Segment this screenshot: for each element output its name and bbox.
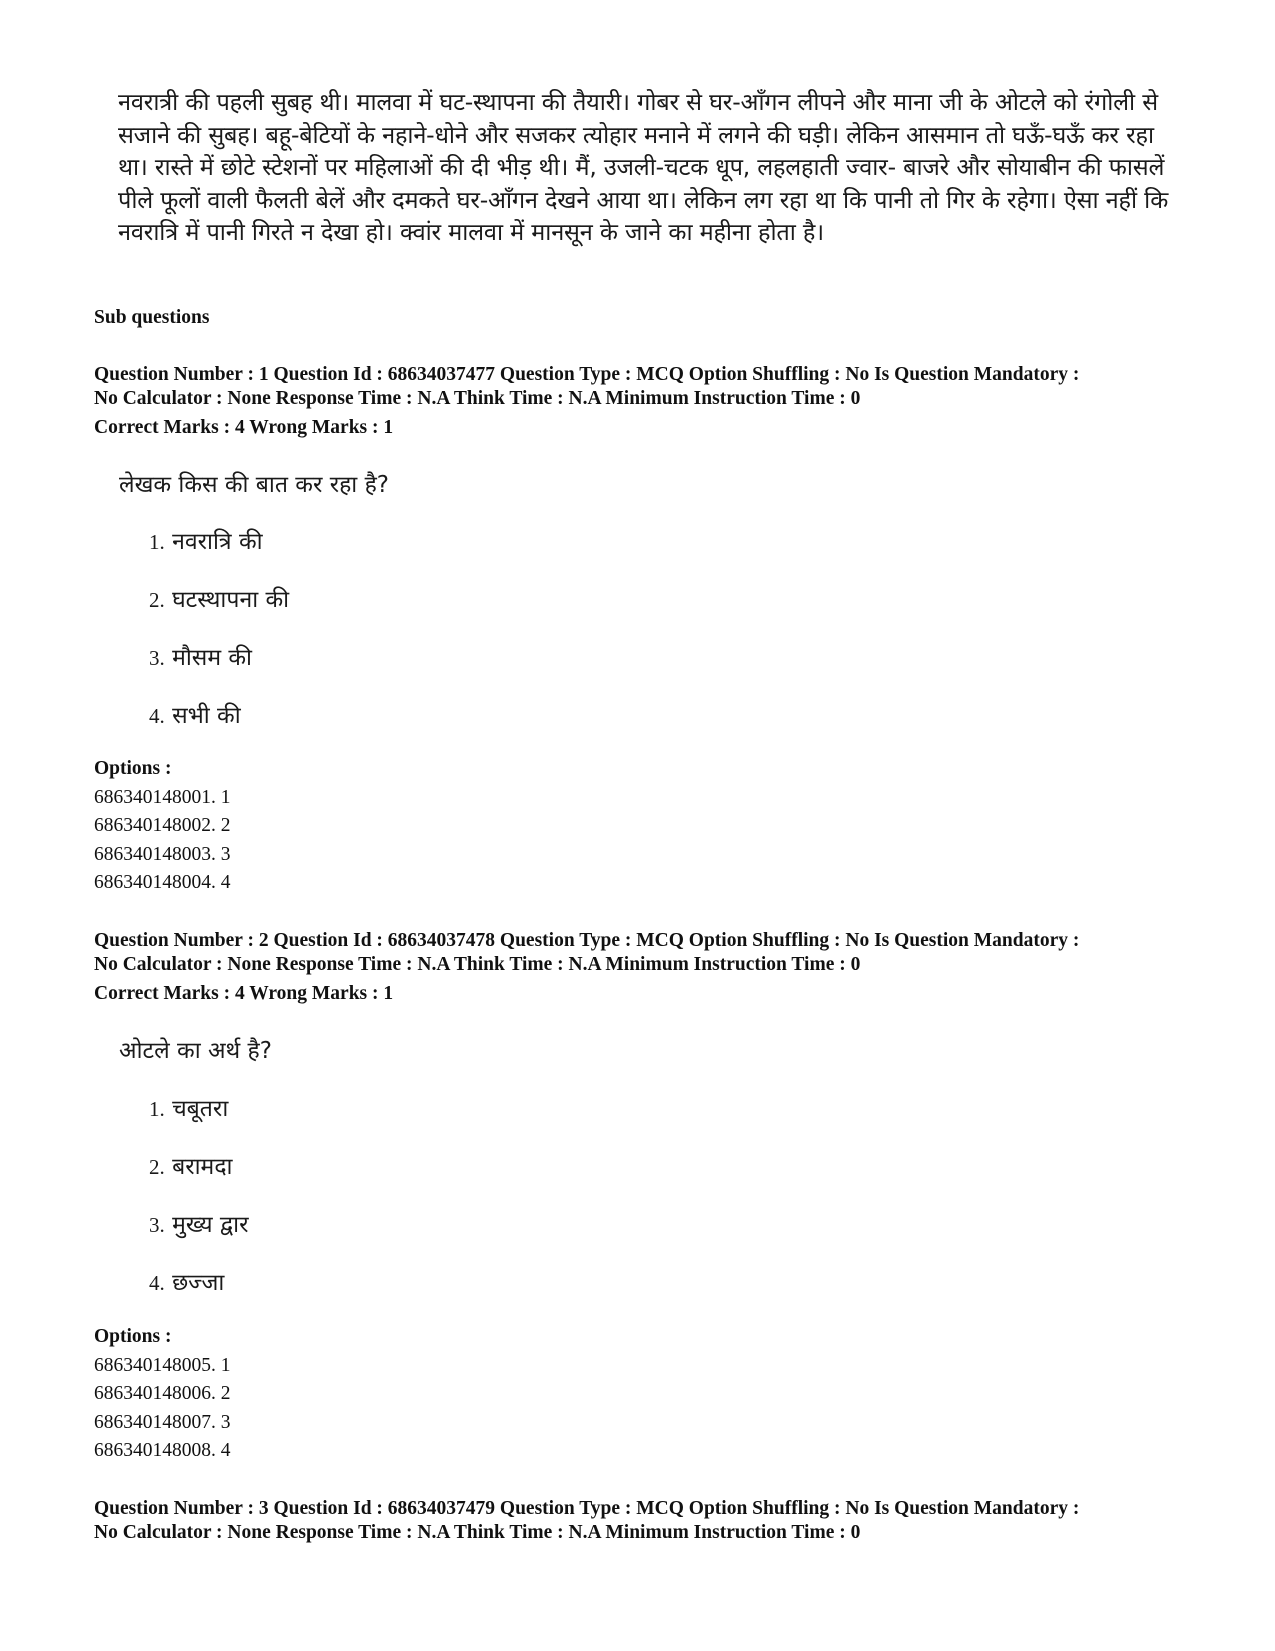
question-1-marks: Correct Marks : 4 Wrong Marks : 1 xyxy=(94,417,394,438)
question-3-meta-line-1: Question Number : 3 Question Id : 68634037479 Question Type : MCQ Option Shuffling : No Is Question Mandatory : xyxy=(94,1498,1080,1519)
choice-text: सभी की xyxy=(172,703,241,729)
question-1-choice-3 xyxy=(149,643,252,673)
choice-text: छज्जा xyxy=(172,1270,225,1296)
question-2-meta-line-1: Question Number : 2 Question Id : 68634037478 Question Type : MCQ Option Shuffling : No Is Question Mandatory : xyxy=(94,930,1080,951)
question-1-option-2: 686340148002. 2 xyxy=(94,815,231,836)
choice-number: 2. xyxy=(149,1155,165,1179)
question-1-text: लेखक किस की बात कर रहा है? xyxy=(119,472,389,498)
choice-number: 4. xyxy=(149,704,165,728)
question-2-marks: Correct Marks : 4 Wrong Marks : 1 xyxy=(94,983,394,1004)
question-1-option-4: 686340148004. 4 xyxy=(94,872,231,893)
choice-number: 3. xyxy=(149,1213,165,1237)
question-1-option-3: 686340148003. 3 xyxy=(94,844,231,865)
question-2-choice-4 xyxy=(149,1268,224,1298)
choice-text: चबूतरा xyxy=(172,1096,229,1122)
question-1-choice-1 xyxy=(149,527,263,557)
choice-number: 3. xyxy=(149,646,165,670)
question-1-options-label: Options : xyxy=(94,758,172,779)
question-1-meta-line-1: Question Number : 1 Question Id : 68634037477 Question Type : MCQ Option Shuffling : No Is Question Mandatory : xyxy=(94,364,1080,385)
question-1-choice-4 xyxy=(149,701,241,731)
passage-text: नवरात्री की पहली सुबह थी। मालवा में घट-स्थापना की तैयारी। गोबर से घर-आँगन लीपने और माना जी के ओटले को रंगोली से सजाने की सुबह। बहू-बेटियों के नहाने-धोने और सजकर त्योहार मनाने में लगने की घड़ी। लेकिन आसमान तो घऊँ-घऊँ कर रहा था। रास्ते में छोटे स्टेशनों पर महिलाओं की दी भीड़ थी। मैं, उजली-चटक धूप, लहलहाती ज्वार- बाजरे और सोयाबीन की फासलें पीले फूलों वाली फैलती बेलें और दमकते घर-आँगन देखने आया था। लेकिन लग रहा था कि पानी तो गिर के रहेगा। ऐसा नहीं कि नवरात्रि में पानी गिरते न देखा हो। क्वांर मालवा में मानसून के जाने का महीना होता है। xyxy=(118,88,1169,246)
question-2-option-4: 686340148008. 4 xyxy=(94,1440,231,1461)
question-2-choice-1 xyxy=(149,1094,228,1124)
sub-questions-heading: Sub questions xyxy=(94,307,210,328)
question-2-options-label: Options : xyxy=(94,1326,172,1347)
question-2-choice-3 xyxy=(149,1210,249,1240)
choice-number: 4. xyxy=(149,1271,165,1295)
choice-number: 1. xyxy=(149,1097,165,1121)
question-2-option-1: 686340148005. 1 xyxy=(94,1355,231,1376)
choice-text: बरामदा xyxy=(172,1154,233,1180)
choice-number: 1. xyxy=(149,530,165,554)
choice-text: घटस्थापना की xyxy=(172,587,290,613)
question-2-text: ओटले का अर्थ है? xyxy=(119,1038,272,1064)
question-1-meta-line-2: No Calculator : None Response Time : N.A Think Time : N.A Minimum Instruction Time : 0 xyxy=(94,388,861,409)
choice-text: नवरात्रि की xyxy=(172,529,263,555)
question-3-meta-line-2: No Calculator : None Response Time : N.A Think Time : N.A Minimum Instruction Time : 0 xyxy=(94,1522,861,1543)
question-2-meta-line-2: No Calculator : None Response Time : N.A Think Time : N.A Minimum Instruction Time : 0 xyxy=(94,954,861,975)
question-1-choice-2 xyxy=(149,585,289,615)
question-2-choice-2 xyxy=(149,1152,232,1182)
question-2-option-2: 686340148006. 2 xyxy=(94,1383,231,1404)
choice-number: 2. xyxy=(149,588,165,612)
choice-text: मौसम की xyxy=(172,645,253,671)
question-2-option-3: 686340148007. 3 xyxy=(94,1412,231,1433)
choice-text: मुख्य द्वार xyxy=(172,1212,249,1238)
question-1-option-1: 686340148001. 1 xyxy=(94,787,231,808)
